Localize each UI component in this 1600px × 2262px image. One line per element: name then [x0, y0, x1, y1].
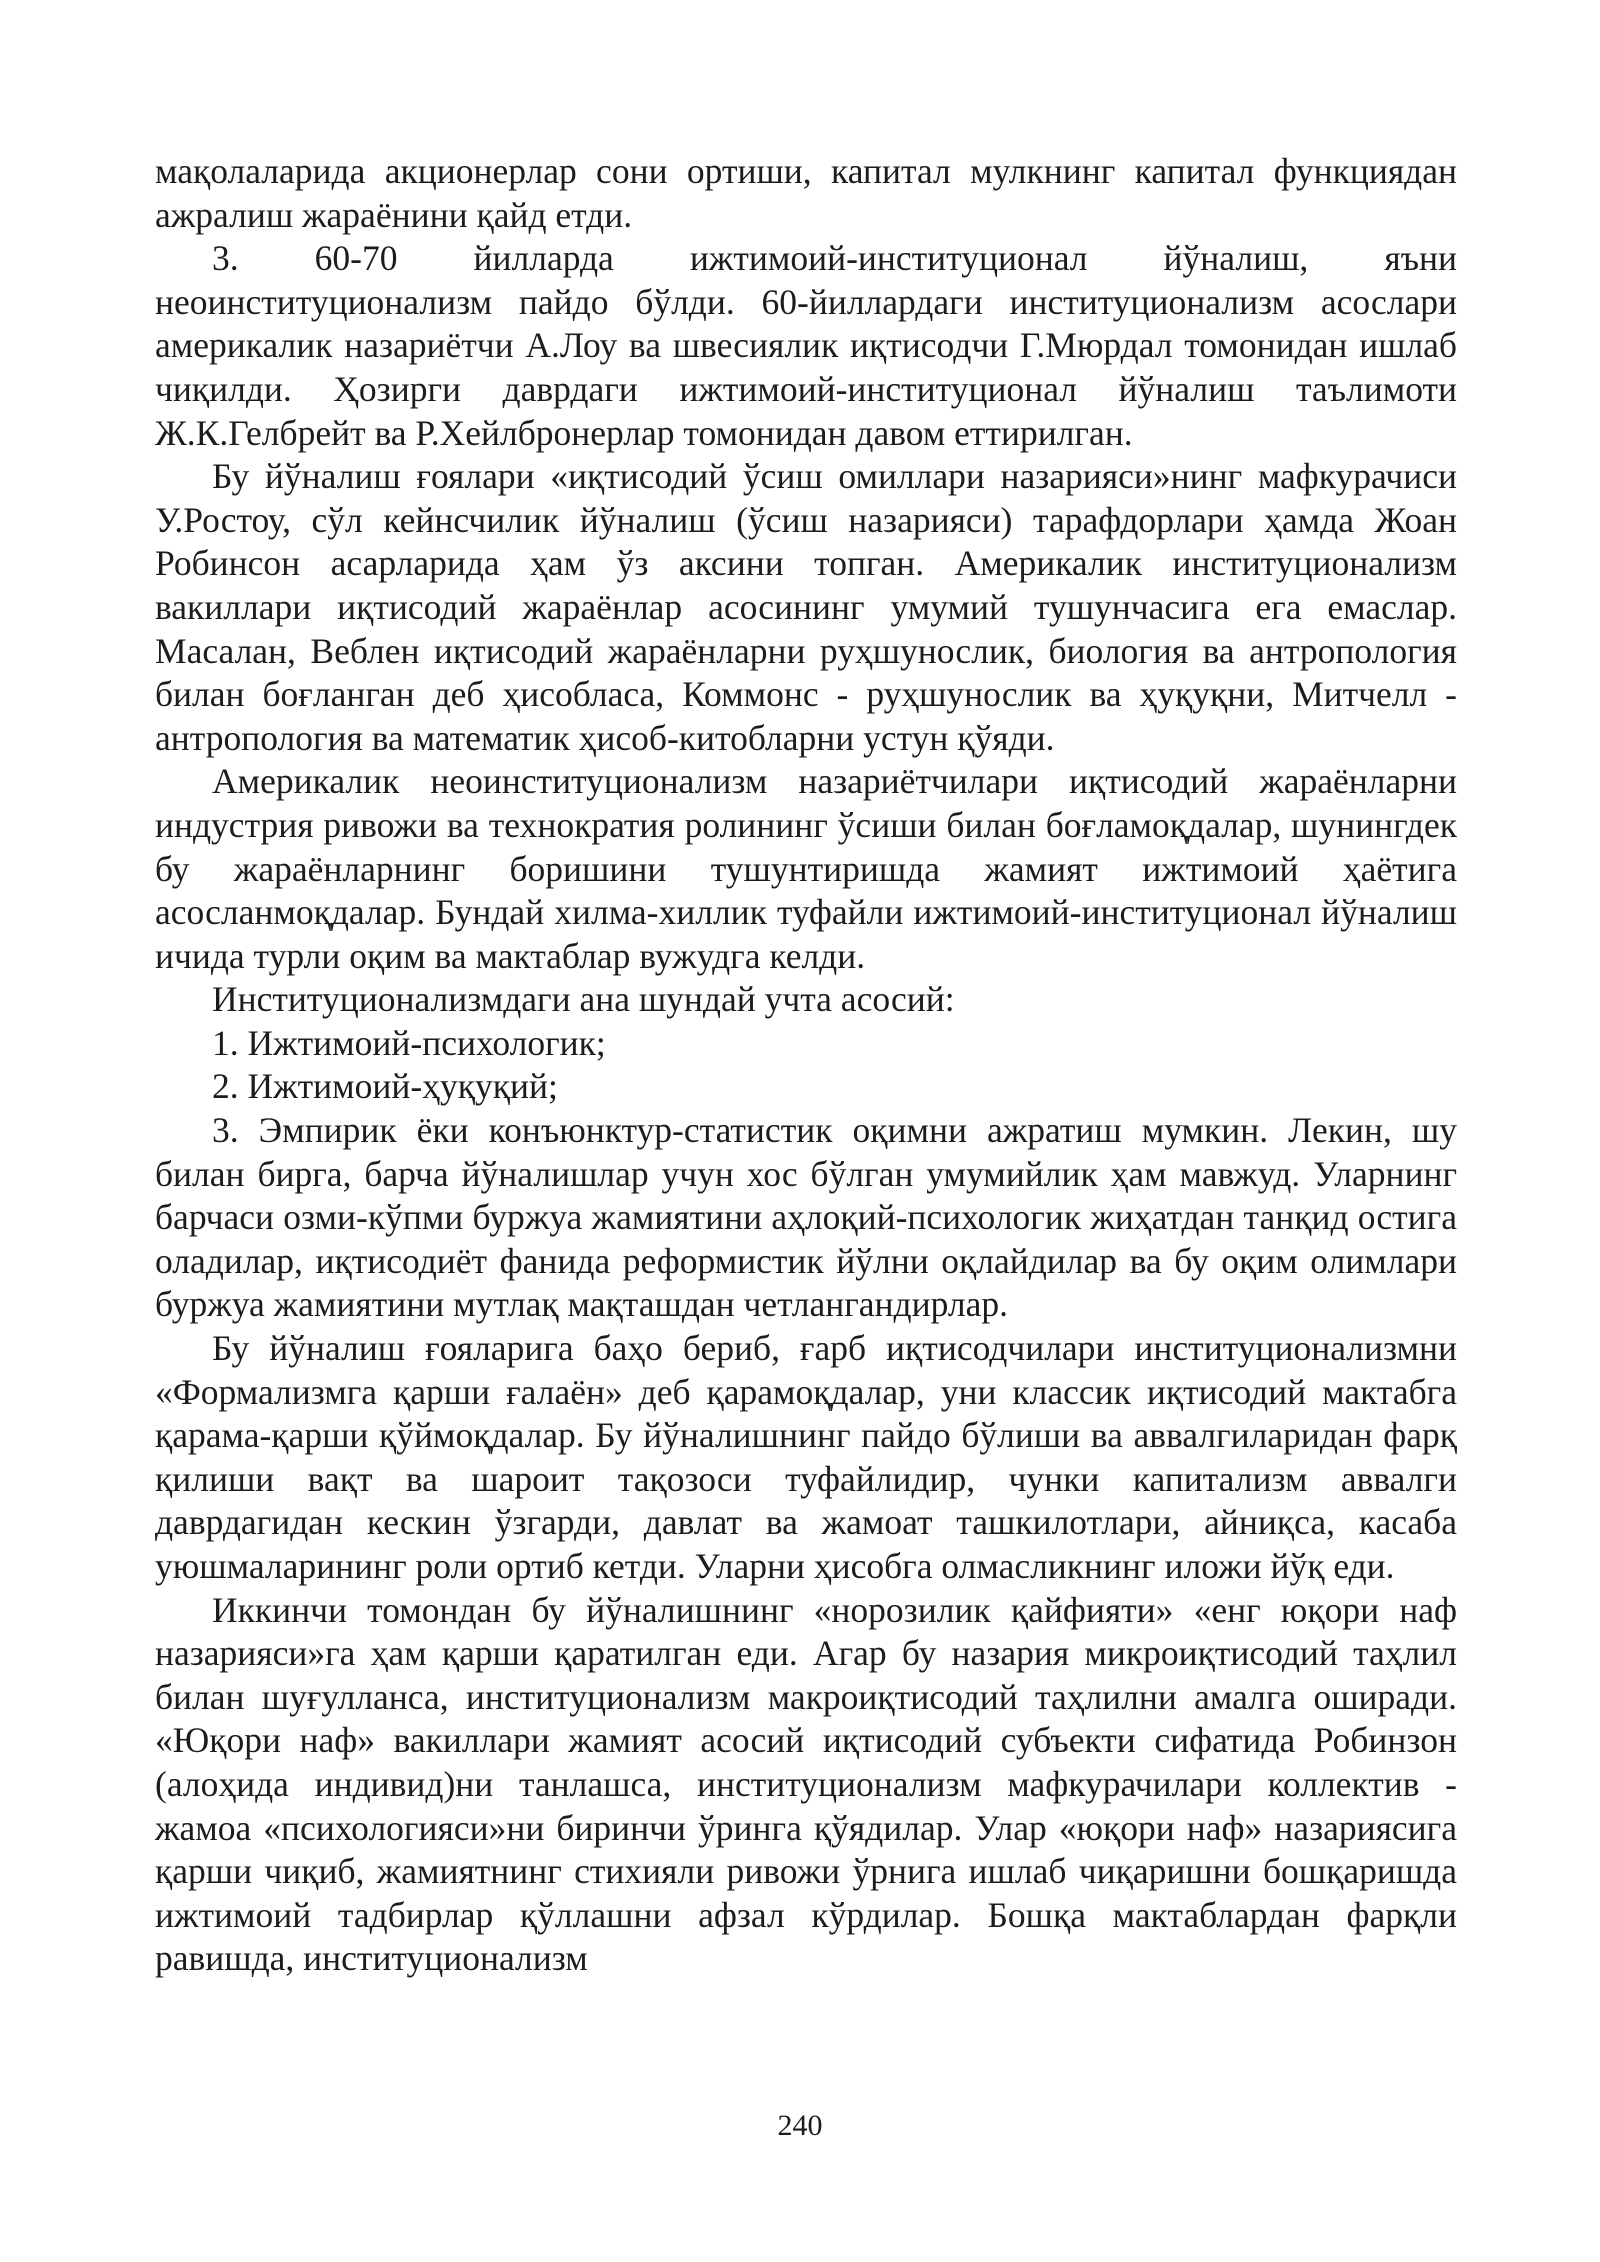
- paragraph-3: Бу йўналиш ғоялари «иқтисодий ўсиш омиллари назарияси»нинг мафкурачиси У.Ростоу, сўл кейнсчилик йўналиш (ўсиш назарияси) тарафдорлари ҳамда Жоан Робинсон асарларида ҳам ўз аксини топган. Америкалик институционализм вакиллари иқтисодий жараёнлар асосининг умумий тушунчасига ега емаслар. Масалан, Веблен иқтисодий жараёнларни руҳшунослик, биология ва антропология билан боғланган деб ҳисобласа, Коммонс - руҳшунослик ва ҳуқуқни, Митчелл - антропология ва математик ҳисоб-китобларни устун қўяди.: [155, 456, 1457, 758]
- paragraph-6: Бу йўналиш ғояларига баҳо бериб, ғарб иқтисодчилари институционализмни «Формализмга қарши ғалаён» деб қарамоқдалар, уни классик иқтисодий мактабга қарама-қарши қўймоқдалар. Бу йўналишнинг пайдо бўлиши ва аввалгиларидан фарқ қилиши вақт ва шароит тақозоси туфайлидир, чунки капитализм аввалги даврдагидан кескин ўзгарди, давлат ва жамоат ташкилотлари, айниқса, касаба уюшмаларининг роли ортиб кетди. Уларни ҳисобга олмасликнинг иложи йўқ еди.: [155, 1328, 1457, 1586]
- paragraph-5: Институционализмдаги ана шундай учта асосий:: [212, 979, 955, 1020]
- paragraph-2: 3. 60-70 йилларда ижтимоий-институционал йўналиш, яъни неоинституционализм пайдо бўлди. 60-йиллардаги институционализм асослари америкалик назариётчи А.Лоу ва швесиялик иқтисодчи Г.Мюрдал томонидан ишлаб чиқилди. Ҳозирги даврдаги ижтимоий-институционал йўналиш таълимоти Ж.К.Гелбрейт ва Р.Хейлбронерлар томонидан давом еттирилган.: [155, 238, 1457, 453]
- paragraph-4: Америкалик неоинституционализм назариётчилари иқтисодий жараёнларни индустрия ривожи ва технократия ролининг ўсиши билан боғламоқдалар, шунингдек бу жараёнларнинг боришини тушунтиришда жамият ижтимоий ҳаётига асосланмоқдалар. Бундай хилма-хиллик туфайли ижтимоий-институционал йўналиш ичида турли оқим ва мактаблар вужудга келди.: [155, 761, 1457, 976]
- page-body: [155, 150, 1457, 1981]
- list-item-2: 2. Ижтимоий-ҳуқуқий;: [212, 1066, 558, 1107]
- page-number: 240: [777, 2109, 823, 2142]
- paragraph-7: Иккинчи томондан бу йўналишнинг «норозилик қайфияти» «енг юқори наф назарияси»га ҳам қарши қаратилган еди. Агар бу назария микроиқтисодий таҳлил билан шуғулланса, институционализм макроиқтисодий таҳлилни амалга оширади. «Юқори наф» вакиллари жамият асосий иқтисодий субъекти сифатида Робинзон (алоҳида индивид)ни танлашса, институционализм мафкурачилари коллектив - жамоа «психологияси»ни биринчи ўринга қўядилар. Улар «юқори наф» назариясига қарши чиқиб, жамиятнинг стихияли ривожи ўрнига ишлаб чиқаришни бошқаришда ижтимоий тадбирлар қўллашни афзал кўрдилар. Бошқа мактаблардан фарқли равишда, институционализм: [155, 1589, 1457, 1979]
- paragraph-1: мақолаларида акционерлар сони ортиши, капитал мулкнинг капитал функциядан ажралиш жараёнини қайд етди.: [155, 151, 1457, 235]
- list-item-1: 1. Ижтимоий-психологик;: [212, 1022, 606, 1063]
- list-item-3: 3. Эмпирик ёки конъюнктур-статистик оқимни ажратиш мумкин. Лекин, шу билан бирга, барча йўналишлар учун хос бўлган умумийлик ҳам мавжуд. Уларнинг барчаси озми-кўпми буржуа жамиятини аҳлоқий-психологик жиҳатдан танқид остига оладилар, иқтисодиёт фанида реформистик йўлни оқлайдилар ва бу оқим олимлари буржуа жамиятини мутлақ мақташдан четлангандирлар.: [155, 1110, 1457, 1325]
